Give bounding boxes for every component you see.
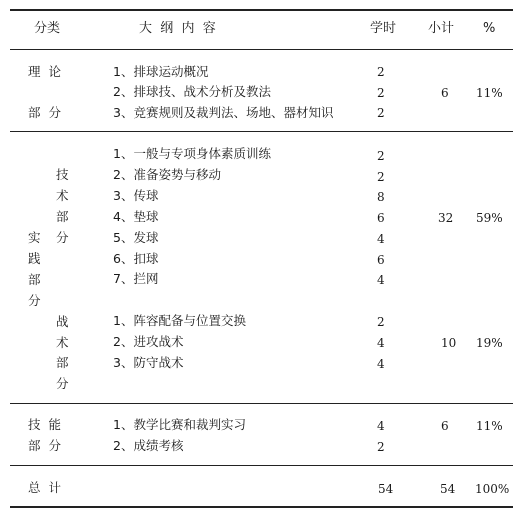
- technique-percent: 59%: [476, 211, 503, 225]
- technique-item-3: 3、传球: [113, 188, 159, 203]
- theory-item-3: 3、竞赛规则及裁判法、场地、器材知识: [113, 105, 334, 120]
- technique-hours-5: 4: [377, 232, 385, 246]
- skills-item-2: 2、成绩考核: [113, 438, 184, 453]
- theory-label-top: 理 论: [28, 64, 61, 79]
- skills-item-1: 1、教学比赛和裁判实习: [113, 417, 246, 432]
- bottom-rule: [10, 506, 513, 508]
- technique-item-6: 6、扣球: [113, 251, 159, 266]
- theory-hours-1: 2: [377, 65, 385, 79]
- technique-hours-4: 6: [377, 211, 385, 225]
- theory-rule: [10, 131, 513, 132]
- skills-label-top: 技 能: [28, 417, 61, 432]
- theory-percent: 11%: [476, 86, 503, 100]
- technique-label-4: 分: [56, 230, 69, 245]
- header-subtotal: 小计: [428, 21, 455, 36]
- technique-hours-2: 2: [377, 170, 385, 184]
- top-rule: [10, 9, 513, 11]
- header-category: 分类: [34, 21, 61, 36]
- technique-subtotal: 32: [438, 211, 454, 225]
- technique-hours-3: 8: [377, 190, 385, 204]
- technique-item-2: 2、准备姿势与移动: [113, 167, 221, 182]
- theory-item-1: 1、排球运动概况: [113, 64, 209, 79]
- practice-rule: [10, 403, 513, 404]
- theory-item-2: 2、排球技、战术分析及教法: [113, 84, 271, 99]
- tactics-label-2: 术: [56, 335, 69, 350]
- tactics-label-4: 分: [56, 376, 69, 391]
- practice-label-4: 分: [28, 293, 41, 308]
- technique-label-2: 术: [56, 188, 69, 203]
- practice-label-3: 部: [28, 272, 41, 287]
- header-rule: [10, 49, 513, 50]
- skills-label-bottom: 部 分: [28, 438, 61, 453]
- skills-rule: [10, 465, 513, 466]
- total-percent: 100%: [475, 482, 510, 496]
- total-hours: 54: [378, 482, 394, 496]
- theory-label-bottom: 部 分: [28, 105, 61, 120]
- total-label: 总 计: [28, 480, 61, 495]
- technique-hours-7: 4: [377, 273, 385, 287]
- total-subtotal: 54: [440, 482, 456, 496]
- tactics-label-3: 部: [56, 355, 69, 370]
- technique-hours-1: 2: [377, 149, 385, 163]
- tactics-hours-3: 4: [377, 357, 385, 371]
- header-outline: 大 纲 内 容: [139, 21, 216, 36]
- technique-item-5: 5、发球: [113, 230, 159, 245]
- skills-subtotal: 6: [441, 419, 449, 433]
- tactics-hours-1: 2: [377, 315, 385, 329]
- header-hours: 学时: [370, 21, 397, 36]
- tactics-label-1: 战: [56, 314, 69, 329]
- tactics-subtotal: 10: [441, 336, 457, 350]
- skills-hours-2: 2: [377, 440, 385, 454]
- header-percent: %: [483, 21, 496, 36]
- tactics-item-2: 2、进攻战术: [113, 334, 184, 349]
- theory-subtotal: 6: [441, 86, 449, 100]
- technique-hours-6: 6: [377, 253, 385, 267]
- technique-item-1: 1、一般与专项身体素质训练: [113, 146, 271, 161]
- skills-percent: 11%: [476, 419, 503, 433]
- theory-hours-2: 2: [377, 86, 385, 100]
- tactics-item-1: 1、阵容配备与位置交换: [113, 313, 246, 328]
- tactics-item-3: 3、防守战术: [113, 355, 184, 370]
- technique-item-4: 4、垫球: [113, 209, 159, 224]
- skills-hours-1: 4: [377, 419, 385, 433]
- technique-label-1: 技: [56, 167, 69, 182]
- technique-item-7: 7、拦网: [113, 271, 159, 286]
- theory-hours-3: 2: [377, 106, 385, 120]
- technique-label-3: 部: [56, 209, 69, 224]
- tactics-percent: 19%: [476, 336, 503, 350]
- practice-label-2: 践: [28, 251, 41, 266]
- tactics-hours-2: 4: [377, 336, 385, 350]
- practice-label-1: 实: [28, 230, 41, 245]
